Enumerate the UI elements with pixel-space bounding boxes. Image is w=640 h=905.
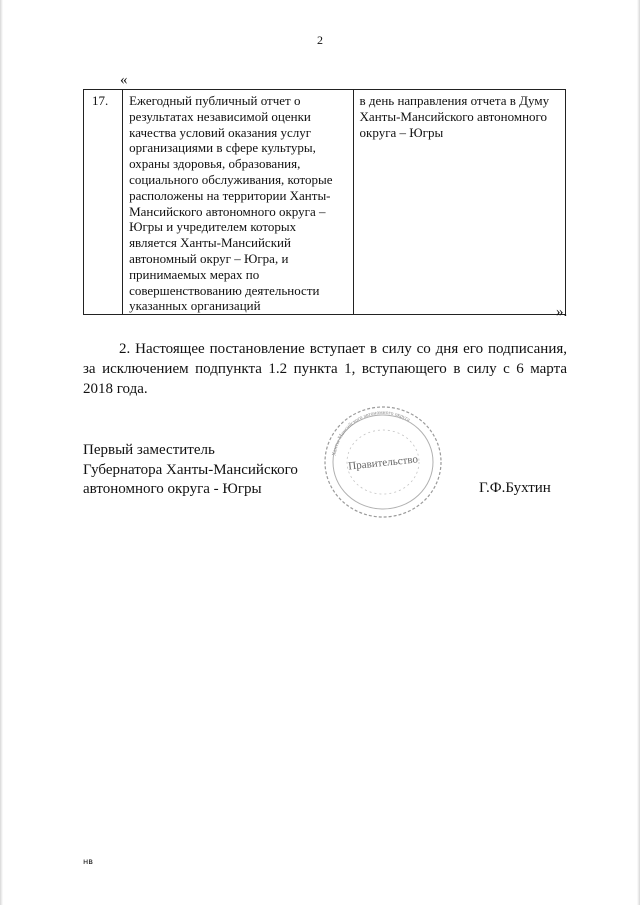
amendment-table	[83, 89, 566, 315]
closing-quote: ».	[556, 304, 568, 320]
paragraph-2: 2. Настоящее постановление вступает в силу со дня его подписания, за исключением подпункта 1.2 пункта 1, вступающего в силу с 6 марта 2018 года.	[83, 341, 567, 397]
row-description	[123, 90, 353, 315]
footer-code: нв	[83, 857, 93, 866]
signer-title: Первый заместитель Губернатора Ханты-Мансийского автономного округа - Югры	[83, 442, 298, 497]
seal-ring-text: Ханты-Мансийского автономного округа	[331, 409, 411, 457]
table-row	[84, 90, 566, 315]
opening-quote: «	[120, 72, 128, 88]
row-deadline	[353, 90, 565, 315]
row-number: 17.	[84, 90, 123, 315]
signer-name: Г.Ф.Бухтин	[479, 480, 551, 496]
row-description-text: Ежегодный публичный отчет о результатах независимой оценки качества условий оказания услуг организациями в сфере культуры, охраны здоровья, образования, социального обслуживания, которые расположены на территории Ханты- Мансийского автономного округа – Югры и учредителем которых является Ханты-Мансийский автономный округ – Югра, и принимаемых мерах по совершенствованию деятельности указанных организаций	[129, 93, 333, 314]
row-deadline-text: в день направления отчета в Думу Ханты-Мансийского автономного округа – Югры	[359, 93, 550, 140]
seal-center-text: Правительство	[347, 453, 419, 473]
official-seal	[315, 400, 451, 520]
page-number: 2	[317, 33, 323, 47]
scan-edge-left	[0, 0, 3, 905]
